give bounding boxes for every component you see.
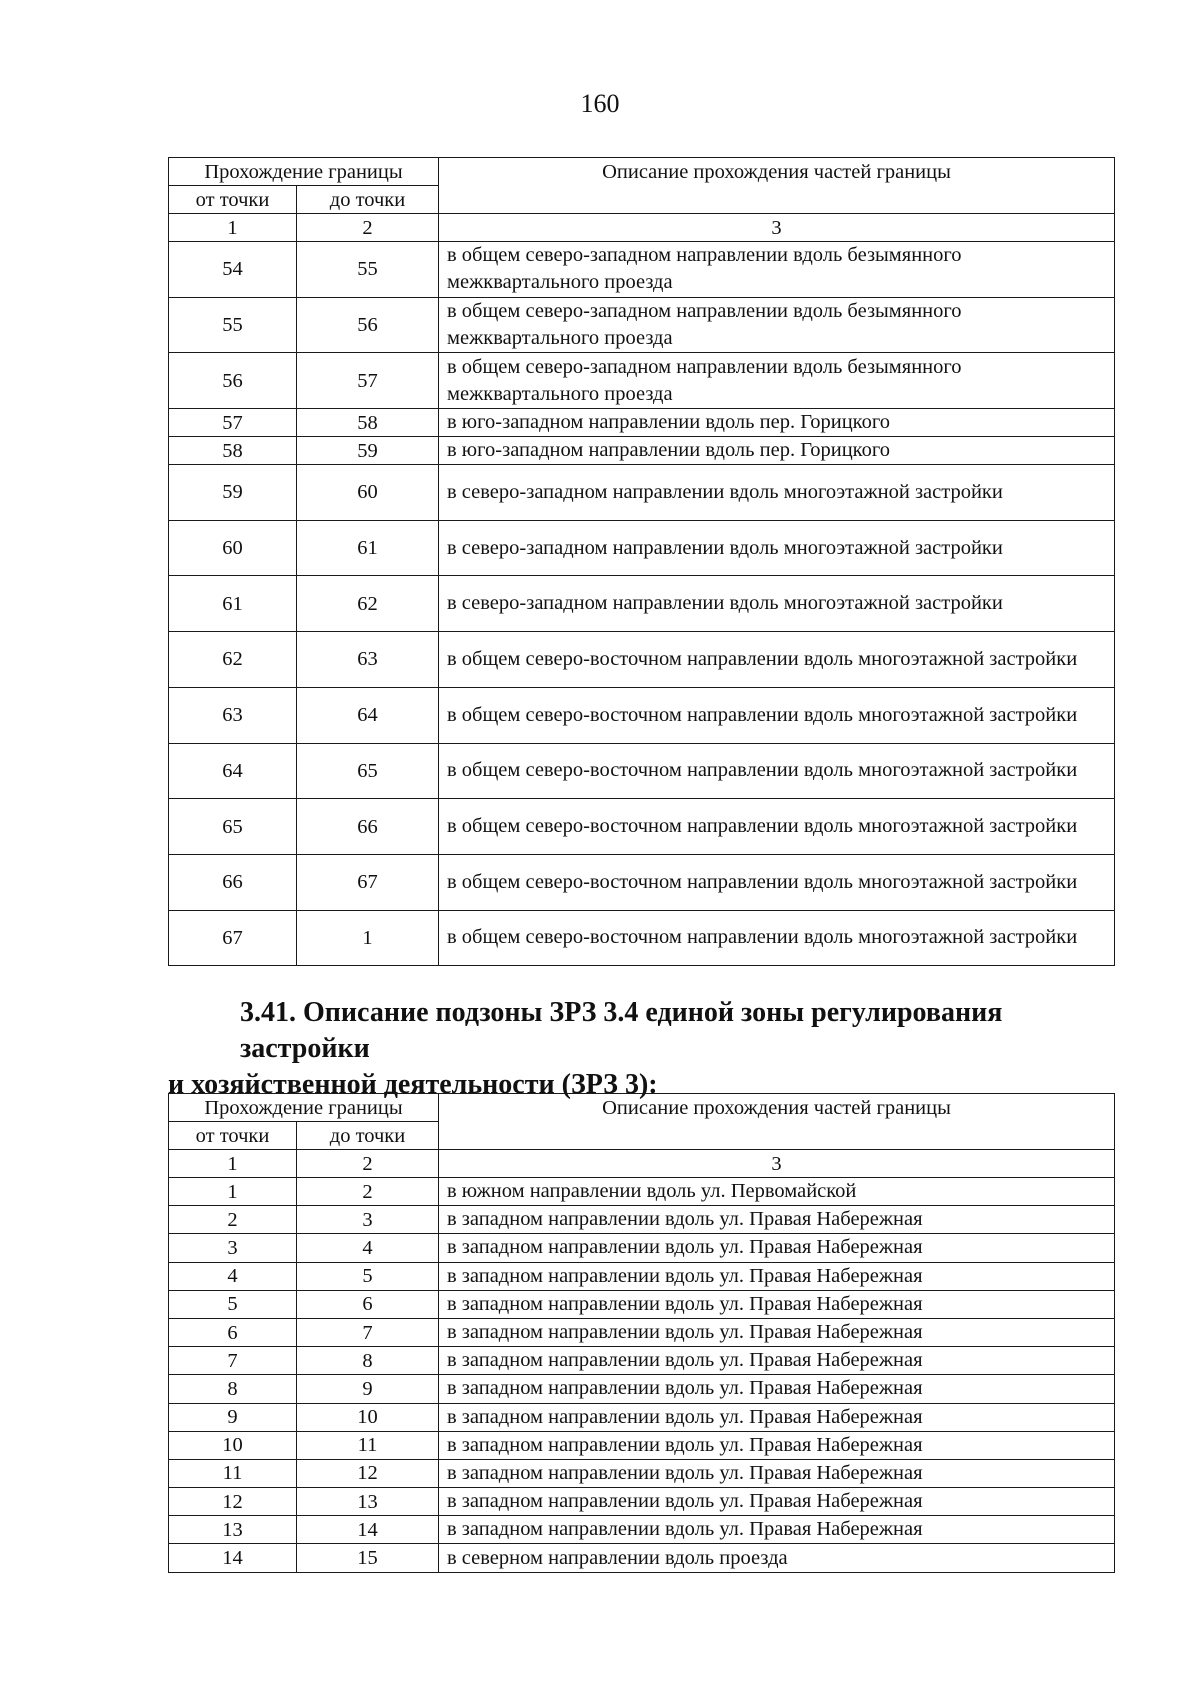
table-row	[169, 1375, 1115, 1403]
column-number: 3	[439, 1150, 1115, 1178]
description-cell: в общем северо-восточном направлении вдоль многоэтажной застройки	[439, 910, 1115, 966]
table-row	[169, 353, 1115, 409]
to-point-cell: 3	[297, 1206, 439, 1234]
column-number: 2	[297, 214, 439, 242]
table-row	[169, 1234, 1115, 1262]
table-row	[169, 1206, 1115, 1234]
from-point-cell: 1	[169, 1178, 297, 1206]
from-point-cell: 65	[169, 799, 297, 855]
from-point-cell: 10	[169, 1431, 297, 1459]
to-point-cell: 1	[297, 910, 439, 966]
table-row	[169, 465, 1115, 521]
table-row	[169, 1459, 1115, 1487]
to-point-cell: 15	[297, 1544, 439, 1572]
column-number: 1	[169, 1150, 297, 1178]
table-row	[169, 1178, 1115, 1206]
column-number: 2	[297, 1150, 439, 1178]
from-point-cell: 58	[169, 437, 297, 465]
to-point-cell: 56	[297, 297, 439, 353]
table-row	[169, 1290, 1115, 1318]
table-row	[169, 1403, 1115, 1431]
table-row	[169, 632, 1115, 688]
description-cell: в северо-западном направлении вдоль многоэтажной застройки	[439, 520, 1115, 576]
to-point-cell: 63	[297, 632, 439, 688]
from-point-cell: 12	[169, 1488, 297, 1516]
header-to-point: до точки	[297, 186, 439, 214]
table-row	[169, 1544, 1115, 1572]
column-number: 1	[169, 214, 297, 242]
table-row	[169, 576, 1115, 632]
table-row	[169, 854, 1115, 910]
description-cell: в западном направлении вдоль ул. Правая Набережная	[439, 1318, 1115, 1346]
to-point-cell: 64	[297, 687, 439, 743]
to-point-cell: 9	[297, 1375, 439, 1403]
to-point-cell: 5	[297, 1262, 439, 1290]
boundary-table-2	[168, 1093, 1115, 1573]
description-cell: в общем северо-западном направлении вдоль безымянного межквартального проезда	[439, 353, 1115, 409]
description-cell: в западном направлении вдоль ул. Правая Набережная	[439, 1459, 1115, 1487]
section-heading-line-2: и хозяйственной деятельности (ЗРЗ 3):	[168, 1069, 658, 1100]
from-point-cell: 4	[169, 1262, 297, 1290]
description-cell: в западном направлении вдоль ул. Правая Набережная	[439, 1262, 1115, 1290]
description-cell: в западном направлении вдоль ул. Правая Набережная	[439, 1290, 1115, 1318]
to-point-cell: 4	[297, 1234, 439, 1262]
description-cell: в западном направлении вдоль ул. Правая Набережная	[439, 1234, 1115, 1262]
table-row	[169, 687, 1115, 743]
from-point-cell: 11	[169, 1459, 297, 1487]
to-point-cell: 7	[297, 1318, 439, 1346]
header-row-numbers	[169, 1150, 1115, 1178]
table-row	[169, 1262, 1115, 1290]
to-point-cell: 14	[297, 1516, 439, 1544]
section-heading-line-1: 3.41. Описание подзоны ЗРЗ 3.4 единой зоны регулирования застройки	[240, 997, 1003, 1064]
description-cell: в общем северо-западном направлении вдоль безымянного межквартального проезда	[439, 242, 1115, 298]
description-cell: в юго-западном направлении вдоль пер. Горицкого	[439, 437, 1115, 465]
header-row-group	[169, 1094, 1115, 1122]
description-cell: в западном направлении вдоль ул. Правая Набережная	[439, 1488, 1115, 1516]
header-from-point: от точки	[169, 186, 297, 214]
table-row	[169, 743, 1115, 799]
to-point-cell: 2	[297, 1178, 439, 1206]
from-point-cell: 14	[169, 1544, 297, 1572]
from-point-cell: 13	[169, 1516, 297, 1544]
to-point-cell: 8	[297, 1347, 439, 1375]
table-row	[169, 1347, 1115, 1375]
to-point-cell: 13	[297, 1488, 439, 1516]
to-point-cell: 65	[297, 743, 439, 799]
table-row	[169, 1516, 1115, 1544]
description-cell: в общем северо-восточном направлении вдоль многоэтажной застройки	[439, 743, 1115, 799]
description-cell: в общем северо-восточном направлении вдоль многоэтажной застройки	[439, 854, 1115, 910]
from-point-cell: 9	[169, 1403, 297, 1431]
table-row	[169, 910, 1115, 966]
to-point-cell: 58	[297, 409, 439, 437]
from-point-cell: 64	[169, 743, 297, 799]
header-description: Описание прохождения частей границы	[439, 1094, 1115, 1150]
table-row	[169, 242, 1115, 298]
to-point-cell: 59	[297, 437, 439, 465]
from-point-cell: 60	[169, 520, 297, 576]
from-point-cell: 57	[169, 409, 297, 437]
from-point-cell: 5	[169, 1290, 297, 1318]
description-cell: в северо-западном направлении вдоль многоэтажной застройки	[439, 576, 1115, 632]
to-point-cell: 60	[297, 465, 439, 521]
from-point-cell: 8	[169, 1375, 297, 1403]
to-point-cell: 61	[297, 520, 439, 576]
from-point-cell: 3	[169, 1234, 297, 1262]
from-point-cell: 61	[169, 576, 297, 632]
description-cell: в западном направлении вдоль ул. Правая Набережная	[439, 1431, 1115, 1459]
header-boundary-passage: Прохождение границы	[169, 158, 439, 186]
description-cell: в западном направлении вдоль ул. Правая Набережная	[439, 1375, 1115, 1403]
to-point-cell: 67	[297, 854, 439, 910]
to-point-cell: 6	[297, 1290, 439, 1318]
table-row	[169, 520, 1115, 576]
description-cell: в северном направлении вдоль проезда	[439, 1544, 1115, 1572]
header-from-point: от точки	[169, 1122, 297, 1150]
description-cell: в общем северо-восточном направлении вдоль многоэтажной застройки	[439, 632, 1115, 688]
from-point-cell: 2	[169, 1206, 297, 1234]
page-number: 160	[580, 89, 620, 118]
table-row	[169, 437, 1115, 465]
to-point-cell: 57	[297, 353, 439, 409]
table-row	[169, 409, 1115, 437]
description-cell: в юго-западном направлении вдоль пер. Горицкого	[439, 409, 1115, 437]
table-row	[169, 297, 1115, 353]
description-cell: в общем северо-восточном направлении вдоль многоэтажной застройки	[439, 799, 1115, 855]
header-boundary-passage: Прохождение границы	[169, 1094, 439, 1122]
description-cell: в общем северо-восточном направлении вдоль многоэтажной застройки	[439, 687, 1115, 743]
description-cell: в западном направлении вдоль ул. Правая Набережная	[439, 1403, 1115, 1431]
from-point-cell: 55	[169, 297, 297, 353]
to-point-cell: 10	[297, 1403, 439, 1431]
from-point-cell: 59	[169, 465, 297, 521]
description-cell: в северо-западном направлении вдоль многоэтажной застройки	[439, 465, 1115, 521]
from-point-cell: 63	[169, 687, 297, 743]
header-to-point: до точки	[297, 1122, 439, 1150]
from-point-cell: 56	[169, 353, 297, 409]
header-description: Описание прохождения частей границы	[439, 158, 1115, 214]
header-row-group	[169, 158, 1115, 186]
to-point-cell: 11	[297, 1431, 439, 1459]
from-point-cell: 67	[169, 910, 297, 966]
from-point-cell: 62	[169, 632, 297, 688]
from-point-cell: 54	[169, 242, 297, 298]
column-number: 3	[439, 214, 1115, 242]
to-point-cell: 55	[297, 242, 439, 298]
description-cell: в южном направлении вдоль ул. Первомайской	[439, 1178, 1115, 1206]
header-row-numbers	[169, 214, 1115, 242]
description-cell: в западном направлении вдоль ул. Правая Набережная	[439, 1516, 1115, 1544]
table-row	[169, 1488, 1115, 1516]
section-heading	[168, 995, 1118, 1103]
to-point-cell: 62	[297, 576, 439, 632]
boundary-table-1	[168, 157, 1115, 966]
description-cell: в западном направлении вдоль ул. Правая Набережная	[439, 1206, 1115, 1234]
to-point-cell: 66	[297, 799, 439, 855]
description-cell: в западном направлении вдоль ул. Правая Набережная	[439, 1347, 1115, 1375]
from-point-cell: 7	[169, 1347, 297, 1375]
description-cell: в общем северо-западном направлении вдоль безымянного межквартального проезда	[439, 297, 1115, 353]
from-point-cell: 6	[169, 1318, 297, 1346]
to-point-cell: 12	[297, 1459, 439, 1487]
table-row	[169, 1318, 1115, 1346]
table-row	[169, 799, 1115, 855]
table-row	[169, 1431, 1115, 1459]
from-point-cell: 66	[169, 854, 297, 910]
